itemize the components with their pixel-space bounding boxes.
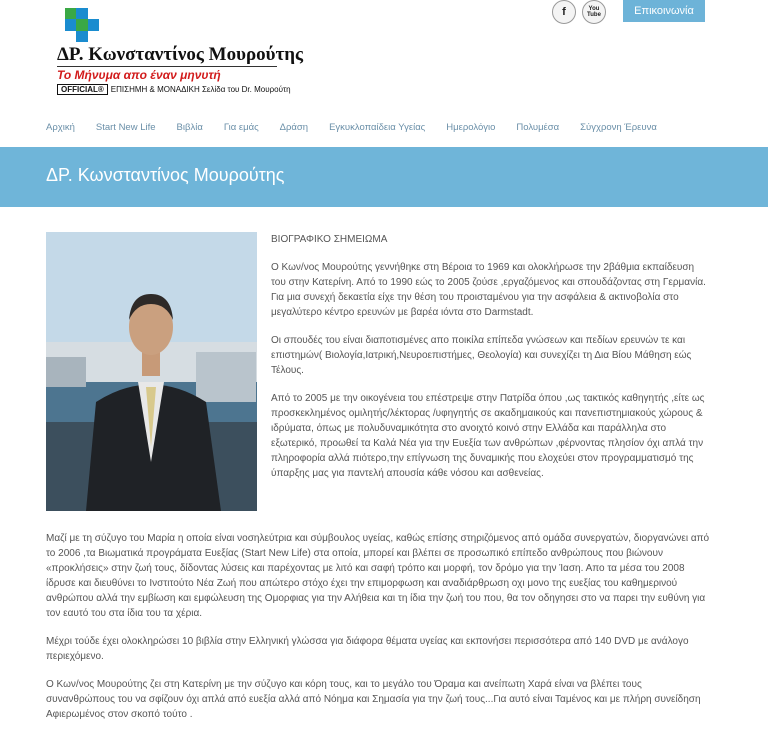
logo-subtitle: Το Μήνυμα απο έναν μηνυτή [57,68,221,82]
biography-paragraph: Ο Κων/νος Μουρούτης γεννήθηκε στη Βέροια το 1969 και ολοκλήρωσε την 2βάθμια εκπαίδευση του στην Κατερίνη. Από το 1990 εώς το 2005 ζούσε ,εργαζόμενος και σπουδάζοντας στη Γερμανία. Για μια συνεχή δεκαετία είχε την θέση του προισταμένου για την ασφάλεια & ακτινοβολία στο μεγαλύτερο κέντρο ερευνών με βαρέα ιόντα στο Darmstadt. [271,262,706,318]
nav-item-books[interactable]: Βιβλία [176,122,203,133]
biography-continued [46,531,711,735]
facebook-icon[interactable]: f [552,0,576,24]
site-header [0,0,768,110]
biography-heading: ΒΙΟΓΡΑΦΙΚΟ ΣΗΜΕΙΩΜΑ [271,234,388,245]
official-text: ΕΠΙΣΗΜΗ & ΜΟΝΑΔΙΚΗ Σελίδα του Dr. Μουρούτη [110,85,291,94]
portrait-illustration [46,232,257,511]
nav-item-modern-research[interactable]: Σύγχρονη Έρευνα [580,122,657,133]
biography-paragraph: Μαζί με τη σύζυγο του Μαρία η οποία είναι νοσηλεύτρια και σύμβουλος υγείας, καθώς επίσης στηριζόμενος από ομάδα συνεργατών, διοργανώνει από το 2006 ,τα Βιωματικά προγράματα Ευεξίας (Start New Life) στα οποία, μπορεί και βλέπει σε προσωπικό επίπεδο ανθρώπους που βιώνουν «προκλήσεις» στην ζωή τους, δίδοντας λύσεις και παρέχοντας με λιτό και σαφή τρόπο και μορφή, τον δρόμο για την Ίαση. Απο τα μέσα του 2008 ίδρυσε και διευθύνει το Ινστιτούτο Νέα Ζωή που απώτερο στόχο έχει την επιμορφωση και αναδιάρθρωση οχι μονο της ευεξίας του καθημερινού ανθρώπου αλλά την εμβίωση και εμφώλευση της Ομορφιας για την Αλήθεια και τη ίδια την ζωή του που, θα τον οδηγησει στο να παρει την ευθύνη για τον εαυτό του στα ίδια του τα χέρια. [46,533,710,619]
main-nav [46,122,657,133]
page-title: ΔΡ. Κωνσταντίνος Μουρούτης [46,165,285,185]
biography-paragraph: Από το 2005 με την οικογένεια του επέστρεψε στην Πατρίδα όπου ,ως τακτικός καθηγητής ,είτε ως προσκεκλημένος ομιλητής/λέκτορας /υφηγητής σε ακαδημαικούς και πανεπιστημιακούς χώρους & ιδρύματα, όπως με πολυδυναμικότητα στο ανοιχτό κοινό στην Ελλάδα και παράλληλα στο εξωτερικό, προωθεί τα Καλά Νέα για την Ευεξία των ανθρώπων ,φέρνοντας πλησίον όχι απλά την πληροφορία αλλά πιότερο,την επίγνωση της δυναμικής που ελοχεύει στον προγραμματισμό της ύπαρξης μας για παντελή απουσία κάθε νόσου και ασθενείας. [271,393,705,479]
nav-item-home[interactable]: Αρχική [46,122,75,133]
biography-paragraph: Μέχρι τούδε έχει ολοκληρώσει 10 βιβλία στην Ελληνική γλώσσα για διάφορα θέματα υγείας και εκπονήσει περισσότερα από 140 DVD με ανάλογο περιεχόμενο. [46,636,689,662]
logo-title: ΔΡ. Κωνσταντίνος Μουρούτης [57,44,304,65]
biography-paragraph: Οι σπουδές του είναι διαποτισμένες απο ποικίλα επίπεδα γνώσεων και πεδίων ερευνών τε και επιστημών( Βιολογία,Ιατρική,Νευροεπιστήμες, Θεολογία) και συνεχίζει τη Δια Βίου Μάθηση εώς Τέλους. [271,335,692,376]
contact-button[interactable]: Επικοινωνία [623,0,705,22]
nav-item-multimedia[interactable]: Πολυμέσα [516,122,560,133]
nav-item-start-new-life[interactable]: Start New Life [95,122,156,133]
nav-item-action[interactable]: Δράση [279,122,309,133]
social-links [552,0,606,24]
official-badge: OFFICIAL® [57,84,108,95]
nav-item-about[interactable]: Για εμάς [223,122,259,133]
medical-cross-icon [65,8,99,42]
logo-divider [57,66,277,67]
page-banner [0,147,768,207]
youtube-icon[interactable]: You Tube [582,0,606,24]
portrait-photo [46,232,257,511]
site-logo[interactable] [57,8,304,98]
biography-paragraph: Ο Κων/νος Μουρούτης ζει στη Κατερίνη με την σύζυγο και κόρη τους, και το μεγάλο του Όραμα και ανείπωτη Χαρά είναι να βλέπει τους συνανθρώπους του να σφίζουν όχι απλά από ευεξία αλλά από Νόημα και Σημασία για την ζωή τους...Για αυτό είναι Ταμένος και με πλήρη συνείδηση Αφιερωμένος στον σκοπό τούτο . [46,679,701,720]
official-tagline [57,84,291,95]
biography-intro [271,232,711,494]
nav-item-health-encyclopedia[interactable]: Εγκυκλοπαίδεια Υγείας [329,122,426,133]
nav-item-calendar[interactable]: Ημερολόγιο [446,122,496,133]
